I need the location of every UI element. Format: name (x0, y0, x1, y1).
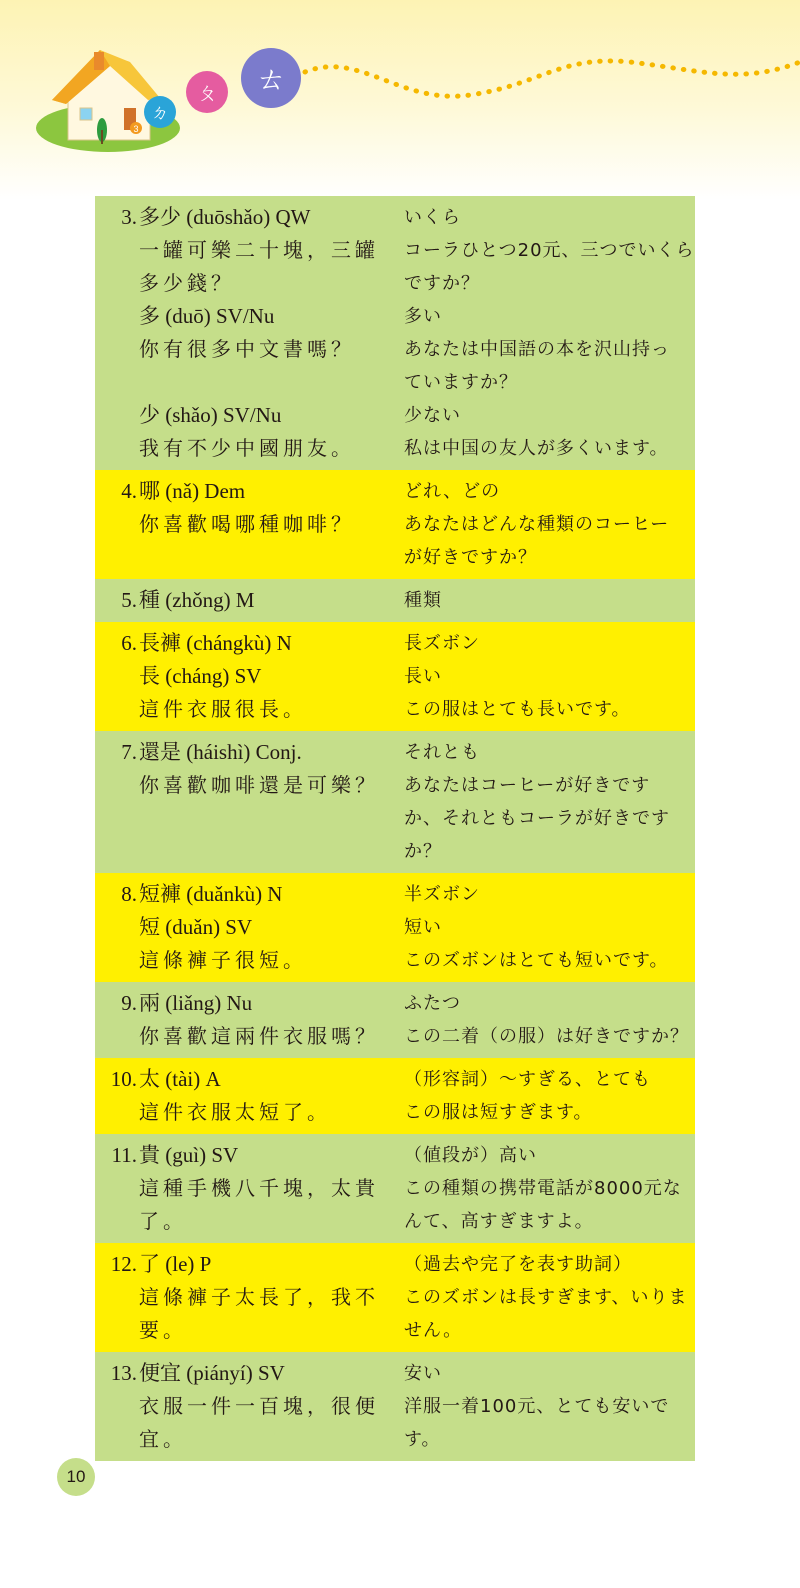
chinese-sentence: 一罐可樂二十塊，三罐 (139, 238, 379, 262)
japanese-translation: あなたはコーヒーが好きです (404, 775, 651, 796)
chinese-sentence: 這件衣服很長。 (139, 697, 307, 721)
japanese-translation: 長い (404, 666, 442, 687)
japanese-translation: ていますか？ (404, 372, 518, 393)
japanese-translation: あなたはどんな種類のコーヒー (404, 514, 670, 535)
japanese-translation: せん。 (404, 1320, 463, 1341)
chinese-term: 短 (duǎn) SV (139, 915, 253, 939)
vocab-entry (95, 1243, 695, 1352)
vocab-line (95, 1248, 695, 1281)
vocab-line (95, 693, 695, 726)
vocab-entry (95, 470, 695, 579)
chinese-term: 還是 (háishì) Conj. (139, 740, 302, 764)
japanese-translation: いくら (404, 207, 461, 228)
chinese-term: 哪 (nǎ) Dem (139, 479, 246, 503)
svg-text:ㄉ: ㄉ (151, 103, 169, 124)
badge-d-icon (144, 96, 176, 128)
japanese-translation: どれ、どの (404, 481, 501, 502)
svg-text:ㄆ: ㄆ (195, 81, 219, 106)
entry-number: 9. (121, 991, 137, 1015)
vocab-line (95, 584, 695, 617)
japanese-translation: 洋服一着100元、とても安いで (404, 1396, 670, 1417)
vocab-line (95, 1172, 695, 1205)
japanese-translation: あなたは中国語の本を沢山持っ (404, 339, 670, 360)
vocab-entry (95, 622, 695, 731)
vocab-line (95, 508, 695, 541)
vocab-line (95, 432, 695, 465)
entry-number: 11. (111, 1143, 137, 1167)
chinese-sentence: 這條褲子太長了，我不 (139, 1285, 379, 1309)
header-illustration (0, 0, 800, 200)
chinese-term: 了 (le) P (139, 1252, 212, 1276)
chinese-term: 貴 (guì) SV (139, 1143, 239, 1167)
vocab-line (95, 1423, 695, 1456)
entry-number: 10. (110, 1067, 137, 1091)
badge-p-icon (186, 71, 228, 113)
japanese-translation: コーラひとつ20元、三つでいくら (404, 240, 695, 261)
vocab-line (95, 333, 695, 366)
vocab-line (95, 399, 695, 432)
vocab-line (95, 1063, 695, 1096)
japanese-translation: 短い (404, 917, 442, 938)
vocab-entry (95, 1058, 695, 1134)
entry-number: 5. (121, 588, 137, 612)
house-icon (52, 50, 160, 144)
japanese-translation: 安い (404, 1363, 442, 1384)
vocab-entry (95, 1352, 695, 1461)
entry-number: 13. (110, 1361, 137, 1385)
vocab-line (95, 1314, 695, 1347)
chinese-sentence: 這條褲子很短。 (139, 948, 307, 972)
badge-t-icon (241, 48, 301, 108)
chinese-sentence: 你喜歡咖啡還是可樂？ (139, 773, 379, 797)
entry-number: 6. (121, 631, 137, 655)
chinese-sentence: 我有不少中國朋友。 (139, 436, 355, 460)
vocab-line (95, 1205, 695, 1238)
chinese-term: 長褲 (chángkù) N (139, 631, 292, 655)
vocab-line (95, 1281, 695, 1314)
chinese-term: 短褲 (duǎnkù) N (139, 882, 283, 906)
vocab-line (95, 911, 695, 944)
japanese-translation: （形容詞）〜すぎる、とても (404, 1069, 651, 1090)
japanese-translation: それとも (404, 742, 480, 763)
entry-number: 7. (121, 740, 137, 764)
japanese-translation: この服はとても長いです。 (404, 699, 631, 720)
chinese-sentence: 這種手機八千塊，太貴 (139, 1176, 379, 1200)
chinese-term: 長 (cháng) SV (139, 664, 262, 688)
vocab-line (95, 541, 695, 574)
vocab-line (95, 627, 695, 660)
chinese-term: 兩 (liǎng) Nu (139, 991, 253, 1015)
japanese-translation: ふたつ (404, 993, 461, 1014)
vocab-line (95, 366, 695, 399)
chinese-sentence: 這件衣服太短了。 (139, 1100, 331, 1124)
vocab-line (95, 475, 695, 508)
japanese-translation: （値段が）高い (404, 1145, 537, 1166)
chinese-term: 便宜 (piányí) SV (139, 1361, 285, 1385)
entry-number: 12. (110, 1252, 137, 1276)
japanese-translation: ですか？ (404, 273, 480, 294)
vocab-line (95, 201, 695, 234)
vocab-line (95, 736, 695, 769)
vocab-line (95, 1390, 695, 1423)
chinese-sentence: 宜。 (139, 1427, 187, 1451)
vocabulary-table (95, 196, 695, 1461)
japanese-translation: 半ズボン (404, 884, 480, 905)
japanese-translation: このズボンは長すぎます、いりま (404, 1287, 688, 1308)
entry-number: 8. (121, 882, 137, 906)
japanese-translation: 多い (404, 306, 442, 327)
chinese-sentence: 了。 (139, 1209, 187, 1233)
japanese-translation: この二着（の服）は好きですか？ (404, 1026, 689, 1047)
vocab-line (95, 769, 695, 802)
vocab-line (95, 1357, 695, 1390)
entry-number: 4. (121, 479, 137, 503)
vocab-entry (95, 731, 695, 873)
chinese-sentence: 你有很多中文書嗎？ (139, 337, 355, 361)
japanese-translation: 少ない (404, 405, 461, 426)
chinese-term: 少 (shǎo) SV/Nu (139, 403, 282, 427)
svg-text:ㄊ: ㄊ (256, 62, 286, 97)
vocab-line (95, 878, 695, 911)
vocab-entry (95, 579, 695, 622)
vocab-line (95, 835, 695, 868)
chinese-term: 種 (zhǒng) M (139, 588, 255, 612)
page-number: 10 (57, 1458, 95, 1496)
japanese-translation: このズボンはとても短いです。 (404, 950, 669, 971)
japanese-translation: す。 (404, 1429, 441, 1450)
vocab-line (95, 944, 695, 977)
chinese-sentence: 你喜歡這兩件衣服嗎？ (139, 1024, 379, 1048)
japanese-translation: この服は短すぎます。 (404, 1102, 593, 1123)
entry-number: 3. (121, 205, 137, 229)
chinese-sentence: 要。 (139, 1318, 187, 1342)
japanese-translation: 種類 (404, 590, 442, 611)
japanese-translation: （過去や完了を表す助詞） (404, 1254, 632, 1275)
japanese-translation: か？ (404, 841, 442, 862)
japanese-translation: 長ズボン (404, 633, 480, 654)
vocab-line (95, 1020, 695, 1053)
vocab-entry (95, 1134, 695, 1243)
vocab-line (95, 1139, 695, 1172)
vocab-line (95, 267, 695, 300)
vocab-line (95, 802, 695, 835)
japanese-translation: が好きですか？ (404, 547, 537, 568)
vocab-entry (95, 982, 695, 1058)
svg-text:3: 3 (133, 124, 139, 134)
japanese-translation: 私は中国の友人が多くいます。 (404, 438, 669, 459)
chinese-term: 太 (tài) A (139, 1067, 221, 1091)
vocab-line (95, 660, 695, 693)
chinese-sentence: 衣服一件一百塊，很便 (139, 1394, 379, 1418)
japanese-translation: んて、高すぎますよ。 (404, 1211, 594, 1232)
dotted-wave (305, 61, 800, 96)
chinese-sentence: 你喜歡喝哪種咖啡？ (139, 512, 355, 536)
vocab-line (95, 1096, 695, 1129)
vocab-entry (95, 196, 695, 470)
japanese-translation: この種類の携帯電話が8000元な (404, 1178, 682, 1199)
vocab-entry (95, 873, 695, 982)
chinese-term: 多少 (duōshǎo) QW (139, 205, 311, 229)
chinese-sentence: 多少錢？ (139, 271, 235, 295)
japanese-translation: か、それともコーラが好きです (404, 808, 670, 829)
chinese-term: 多 (duō) SV/Nu (139, 304, 275, 328)
vocab-line (95, 234, 695, 267)
vocab-line (95, 300, 695, 333)
vocab-line (95, 987, 695, 1020)
